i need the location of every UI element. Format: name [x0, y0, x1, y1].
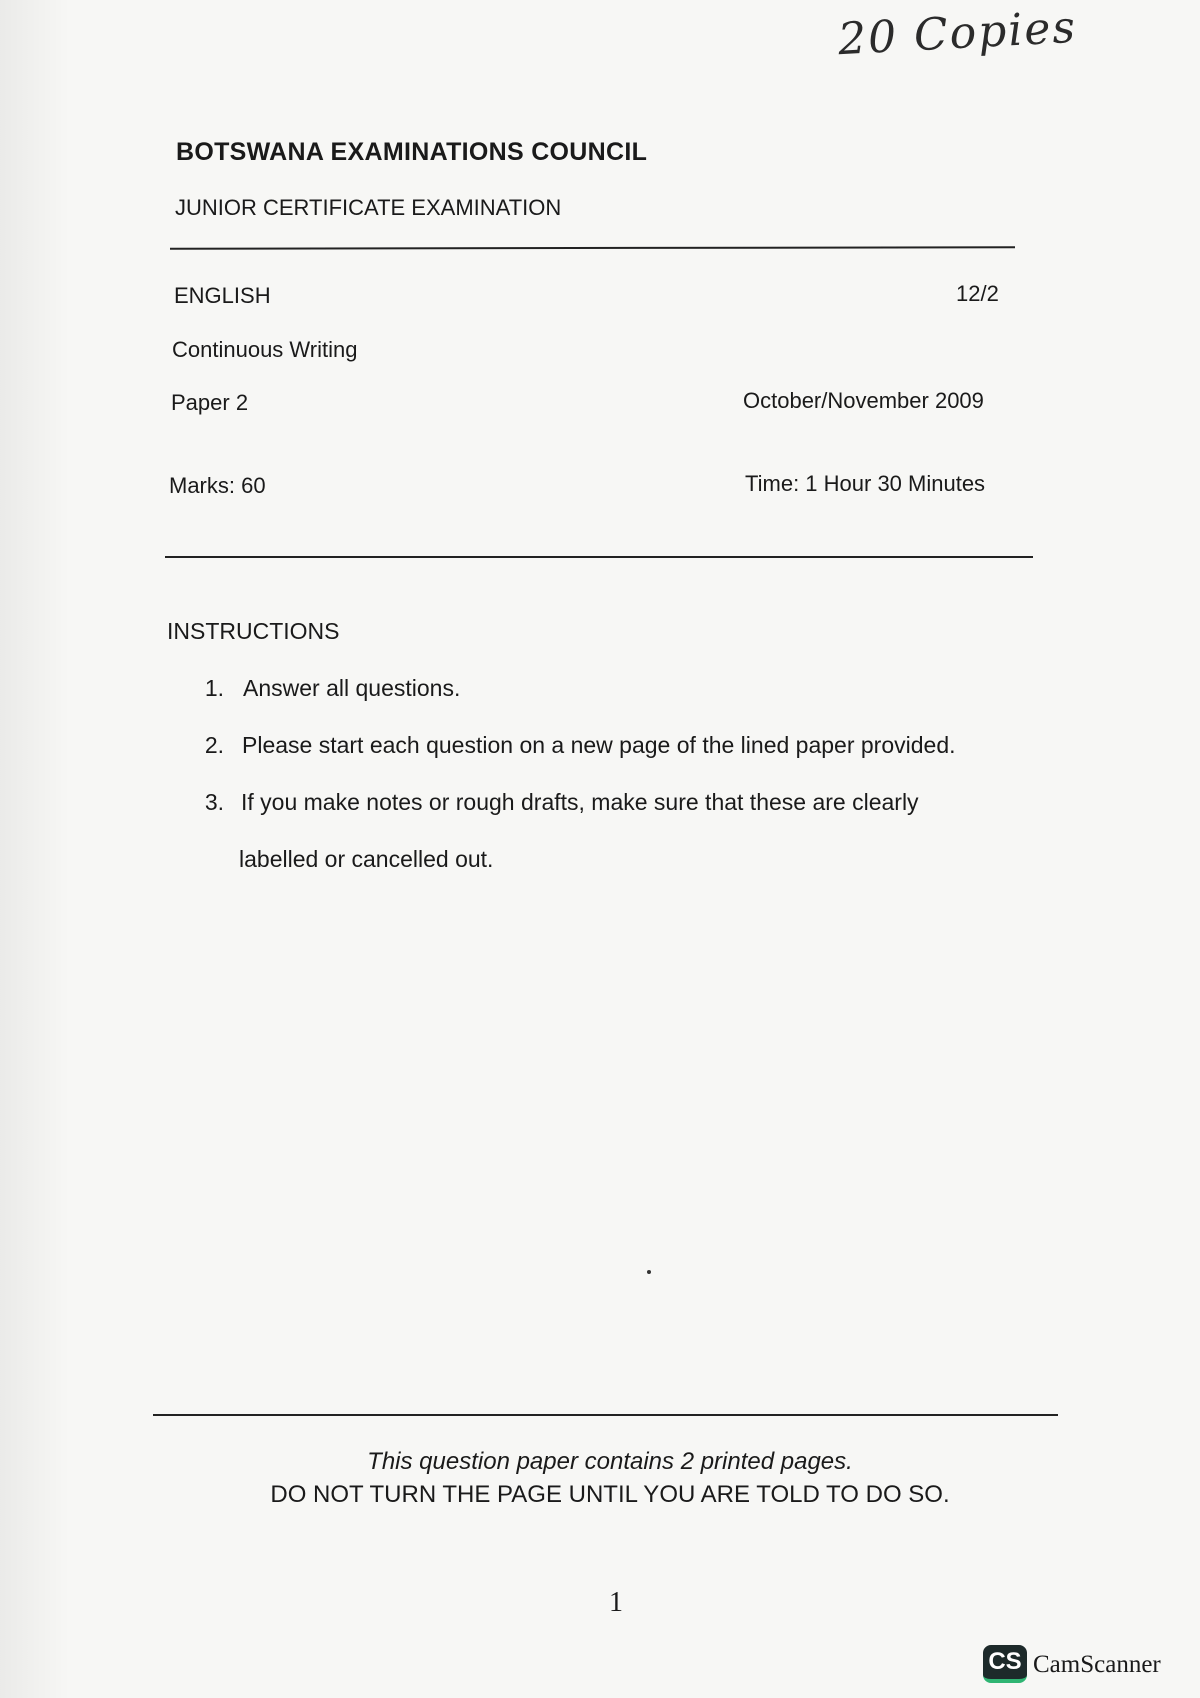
examination-title: JUNIOR CERTIFICATE EXAMINATION — [175, 195, 562, 220]
instruction-text: If you make notes or rough drafts, make sure that these are clearly — [241, 789, 919, 815]
instruction-text: Please start each question on a new page of the lined paper provided. — [242, 732, 956, 758]
time-allowed: Time: 1 Hour 30 Minutes — [745, 471, 986, 496]
instruction-text-continued: labelled or cancelled out. — [239, 846, 494, 872]
page-number: 1 — [609, 1587, 623, 1618]
printed-pages-note: This question paper contains 2 printed pages. — [367, 1448, 853, 1475]
handwritten-annotation: 20 Copies — [836, 1, 1079, 66]
instruction-text: Answer all questions. — [243, 675, 461, 701]
instructions-heading: INSTRUCTIONS — [167, 618, 340, 644]
instruction-number: 3. — [204, 789, 224, 815]
header-divider — [170, 246, 1015, 249]
paper-code: 12/2 — [956, 281, 999, 306]
instruction-number: 1. — [204, 675, 224, 701]
camscanner-watermark: CamScanner — [1033, 1651, 1161, 1678]
footer-divider — [153, 1414, 1058, 1416]
paper-number: Paper 2 — [171, 390, 249, 415]
do-not-turn-warning: DO NOT TURN THE PAGE UNTIL YOU ARE TOLD TO DO SO. — [270, 1481, 950, 1508]
council-title: BOTSWANA EXAMINATIONS COUNCIL — [176, 138, 648, 166]
component-label: Continuous Writing — [172, 337, 358, 362]
subject-label: ENGLISH — [174, 283, 271, 308]
camscanner-logo-icon: CS — [983, 1645, 1027, 1683]
info-divider — [165, 556, 1033, 558]
exam-session: October/November 2009 — [743, 388, 984, 413]
total-marks: Marks: 60 — [169, 473, 266, 498]
scan-shadow — [0, 0, 70, 1698]
scan-speck — [647, 1270, 651, 1274]
instruction-number: 2. — [204, 732, 224, 758]
